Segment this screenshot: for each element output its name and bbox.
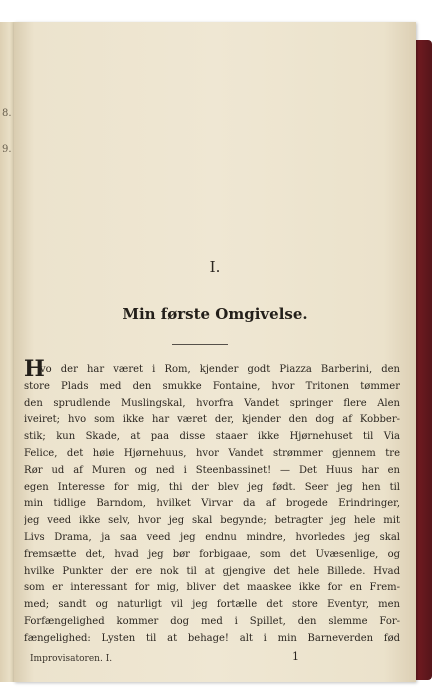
text-line: stik; kun Skade, at paa disse staaer ikke Hjørnehuset til Via xyxy=(24,431,400,443)
text-line: vo der har været i Rom, kjender godt Piazza Barberini, den xyxy=(40,364,400,375)
text-line: egen Interesse for mig, thi der blev jeg født. Seer jeg hen til xyxy=(24,481,400,493)
title-rule xyxy=(172,344,228,345)
body-text xyxy=(24,362,400,648)
chapter-title: Min første Omgivelse. xyxy=(122,305,308,323)
page-number: 1 xyxy=(292,650,299,663)
text-line: jeg veed ikke selv, hvor jeg skal begynde; betragter jeg hele mit xyxy=(24,515,400,527)
text-line: Rør ud af Muren og ned i Steenbassinet! — Det Huus har en xyxy=(24,464,400,476)
text-line: iveiret; hvo som ikke har været der, kjender den dog af Kobber- xyxy=(24,414,400,426)
text-line: som er interessant for mig, bliver det maaskee ikke for en Frem- xyxy=(24,582,400,594)
text-line: hvilke Punkter der ere nok til at gjengive det hele Billede. Hvad xyxy=(24,565,400,577)
text-line: med; sandt og naturligt vil jeg fortælle det store Eventyr, men xyxy=(24,599,400,611)
text-line: Livs Drama, ja saa veed jeg endnu mindre, hvorledes jeg skal xyxy=(24,531,400,543)
left-margin-mark: 8. xyxy=(2,108,12,119)
text-line: fremsætte det, hvad jeg bør forbigaae, som det Uvæsenlige, og xyxy=(24,548,400,560)
text-line: Forfængelighed kommer dog med i Spillet, den slemme For- xyxy=(24,615,400,627)
drop-cap: H xyxy=(24,356,45,382)
text-line: store Plads med den smukke Fontaine, hvor Tritonen tømmer xyxy=(24,380,400,392)
text-line: den sprudlende Muslingskal, hvorfra Vandet springer flere Alen xyxy=(24,397,400,409)
book-page xyxy=(14,22,416,682)
text-line: min tidlige Barndom, hvilket Virvar da af brogede Erindringer, xyxy=(24,498,400,510)
left-margin-mark: 9. xyxy=(2,144,12,155)
text-line: fængelighed: Lysten til at behage! alt i min Barneverden fød xyxy=(24,632,400,644)
signature-mark: Improvisatoren. I. xyxy=(30,654,113,664)
chapter-number: I. xyxy=(209,258,221,276)
text-line: Felice, det høie Hjørnehuus, hvor Vandet strømmer gjennem tre xyxy=(24,447,400,459)
